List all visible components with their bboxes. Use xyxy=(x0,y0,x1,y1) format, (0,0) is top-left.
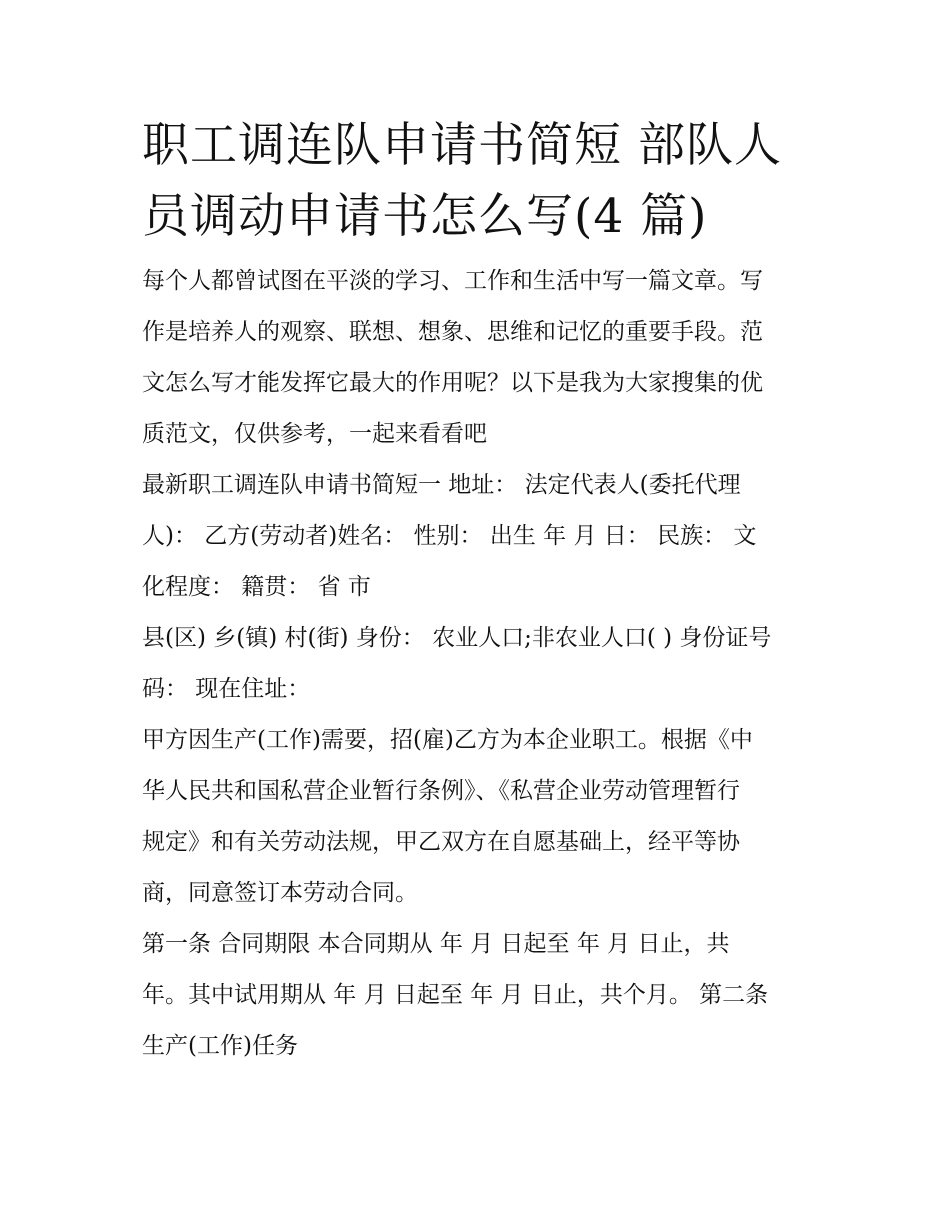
text-line: 化程度： 籍贯： 省 市 xyxy=(142,574,371,600)
text-line: 华人民共和国私营企业暂行条例》、《私营企业劳动管理暂行 xyxy=(142,778,740,804)
document-title xyxy=(142,110,822,252)
paragraph-address-info xyxy=(142,613,822,715)
text-line: 商，同意签订本劳动合同。 xyxy=(142,880,418,906)
text-line: 年。其中试用期从 年 月 日起至 年 月 日止，共个月。 第二条 xyxy=(142,982,769,1008)
paragraph-party-info xyxy=(142,460,822,613)
paragraph-contract-term xyxy=(142,919,822,1072)
text-line: 人)： 乙方(劳动者)姓名： 性别： 出生 年 月 日： 民族： 文 xyxy=(142,523,757,549)
text-line: 县(区) 乡(镇) 村(街) 身份： 农业人口;非农业人口( ) 身份证号 xyxy=(142,625,772,651)
text-line: 码： 现在住址： xyxy=(142,676,311,702)
text-line: 文怎么写才能发挥它最大的作用呢？以下是我为大家搜集的优 xyxy=(142,370,763,396)
paragraph-contract-basis xyxy=(142,715,822,919)
text-line: 每个人都曾试图在平淡的学习、工作和生活中写一篇文章。写 xyxy=(142,268,763,294)
paragraph-intro xyxy=(142,256,822,460)
title-line: 职工调连队申请书简短 部队人 xyxy=(142,118,782,173)
text-line: 生产(工作)任务 xyxy=(142,1033,298,1059)
title-line: 员调动申请书怎么写(4 篇) xyxy=(142,189,708,244)
text-line: 质范文，仅供参考，一起来看看吧 xyxy=(142,421,487,447)
text-line: 作是培养人的观察、联想、想象、思维和记忆的重要手段。范 xyxy=(142,319,763,345)
document-page xyxy=(142,110,822,1072)
text-line: 最新职工调连队申请书简短一 地址： 法定代表人(委托代理 xyxy=(142,472,741,498)
text-line: 规定》和有关劳动法规，甲乙双方在自愿基础上，经平等协 xyxy=(142,829,740,855)
text-line: 甲方因生产(工作)需要，招(雇)乙方为本企业职工。根据《中 xyxy=(142,727,753,753)
text-line: 第一条 合同期限 本合同期从 年 月 日起至 年 月 日止，共 xyxy=(142,931,730,957)
